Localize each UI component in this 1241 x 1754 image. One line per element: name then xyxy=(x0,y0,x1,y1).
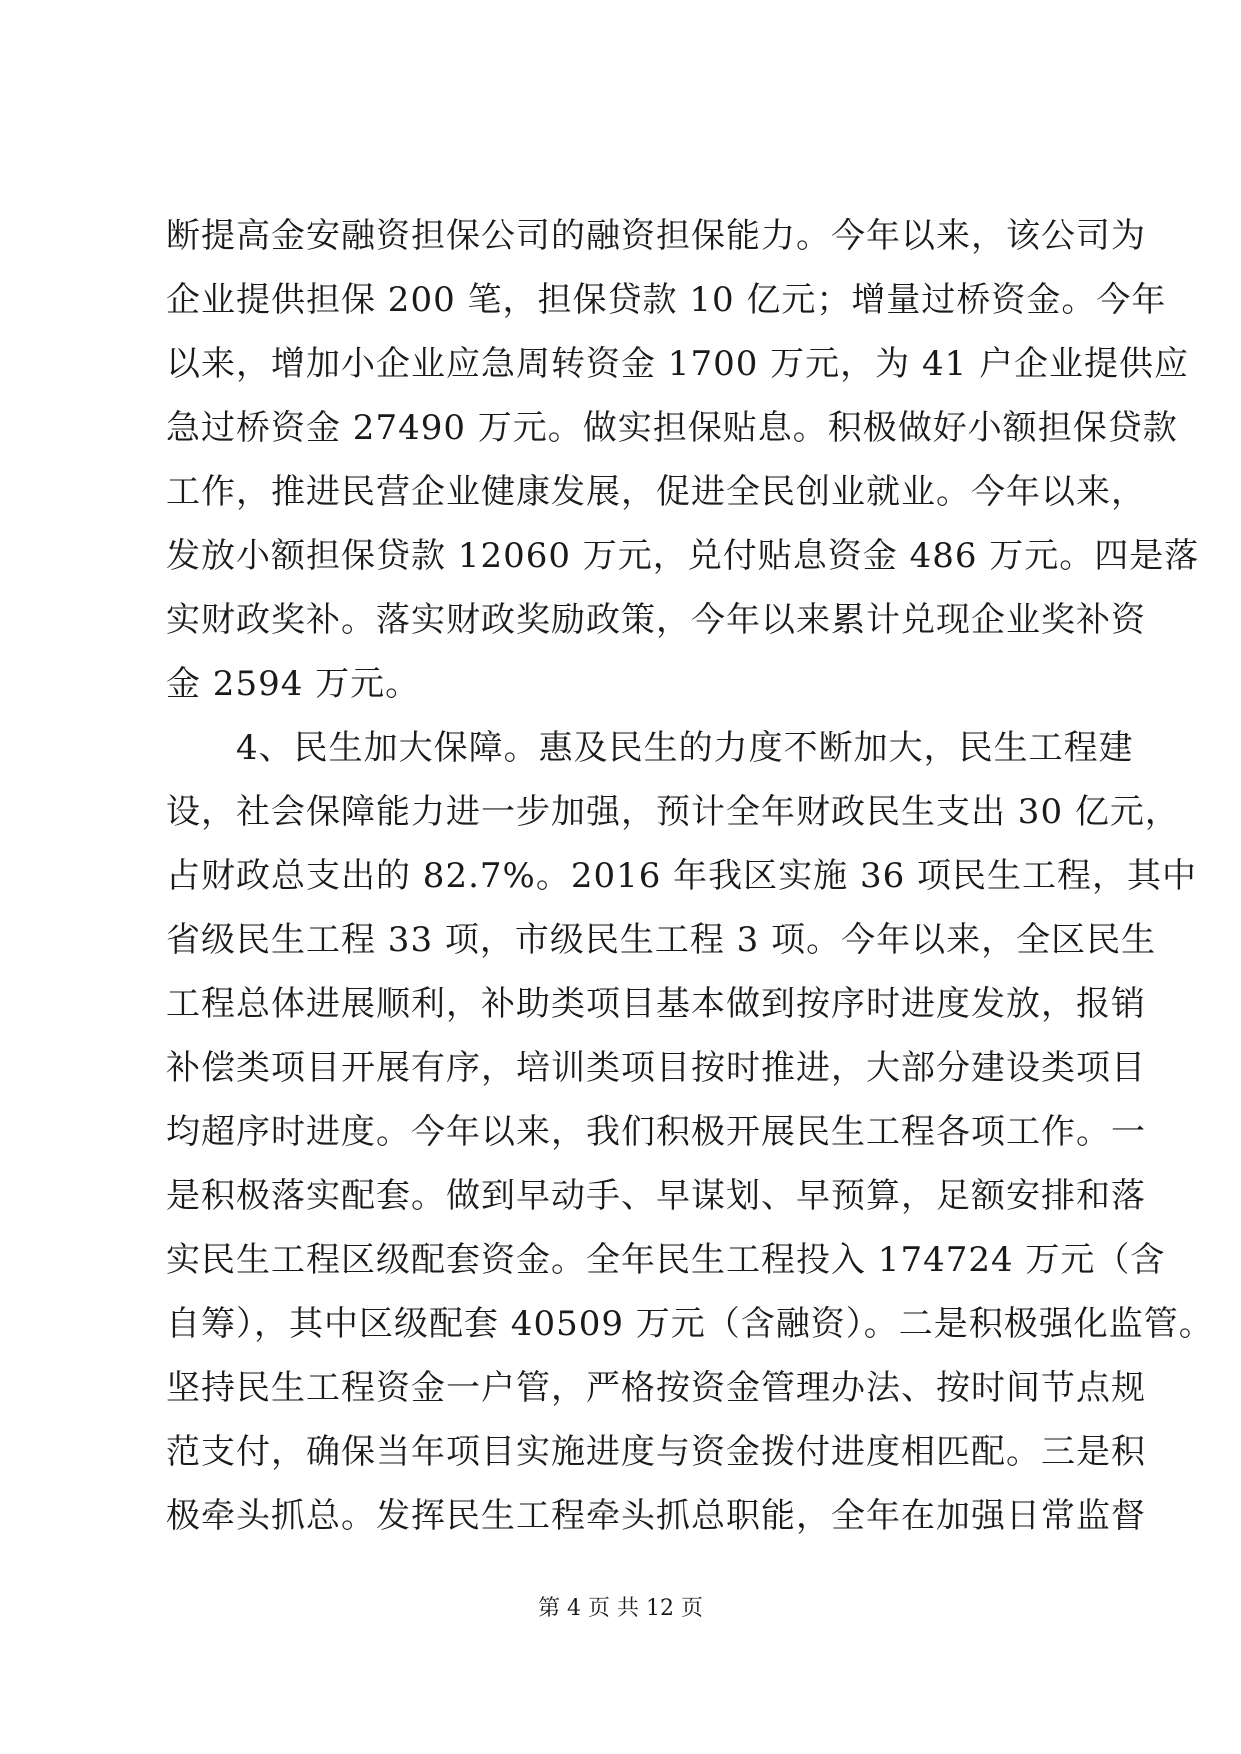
body-text-line: 极牵头抓总。发挥民生工程牵头抓总职能，全年在加强日常监督 xyxy=(166,1496,1146,1536)
body-text-line: 金 2594 万元。 xyxy=(166,664,421,704)
body-text-line: 企业提供担保 200 笔，担保贷款 10 亿元；增量过桥资金。今年 xyxy=(166,280,1167,320)
body-text-line: 发放小额担保贷款 12060 万元，兑付贴息资金 486 万元。四是落 xyxy=(166,536,1200,576)
body-text-line: 是积极落实配套。做到早动手、早谋划、早预算，足额安排和落 xyxy=(166,1176,1146,1216)
body-text-line: 坚持民生工程资金一户管，严格按资金管理办法、按时间节点规 xyxy=(166,1368,1146,1408)
body-text-line: 工程总体进展顺利，补助类项目基本做到按序时进度发放，报销 xyxy=(166,984,1146,1024)
body-text-line: 均超序时进度。今年以来，我们积极开展民生工程各项工作。一 xyxy=(166,1112,1146,1152)
body-text-line: 工作，推进民营企业健康发展，促进全民创业就业。今年以来， xyxy=(166,472,1146,512)
body-text-line: 实民生工程区级配套资金。全年民生工程投入 174724 万元（含 xyxy=(166,1240,1166,1280)
body-text-line: 占财政总支出的 82.7%。2016 年我区实施 36 项民生工程，其中 xyxy=(166,856,1198,896)
paragraph-heading-line: 4、民生加大保障。惠及民生的力度不断加大，民生工程建 xyxy=(166,728,1134,768)
body-text-line: 实财政奖补。落实财政奖励政策，今年以来累计兑现企业奖补资 xyxy=(166,600,1146,640)
body-text-line: 自筹），其中区级配套 40509 万元（含融资）。二是积极强化监管。 xyxy=(166,1304,1214,1344)
body-text-line: 以来，增加小企业应急周转资金 1700 万元，为 41 户企业提供应 xyxy=(166,344,1190,384)
body-text-line: 设，社会保障能力进一步加强，预计全年财政民生支出 30 亿元， xyxy=(166,792,1180,832)
body-text-line: 省级民生工程 33 项，市级民生工程 3 项。今年以来，全区民生 xyxy=(166,920,1157,960)
body-text-line: 范支付，确保当年项目实施进度与资金拨付进度相匹配。三是积 xyxy=(166,1432,1146,1472)
body-text-line: 补偿类项目开展有序，培训类项目按时推进，大部分建设类项目 xyxy=(166,1048,1146,1088)
page-number-footer: 第 4 页 共 12 页 xyxy=(538,1596,703,1621)
body-text-line: 急过桥资金 27490 万元。做实担保贴息。积极做好小额担保贷款 xyxy=(166,408,1178,448)
body-text-line: 断提高金安融资担保公司的融资担保能力。今年以来，该公司为 xyxy=(166,216,1146,256)
